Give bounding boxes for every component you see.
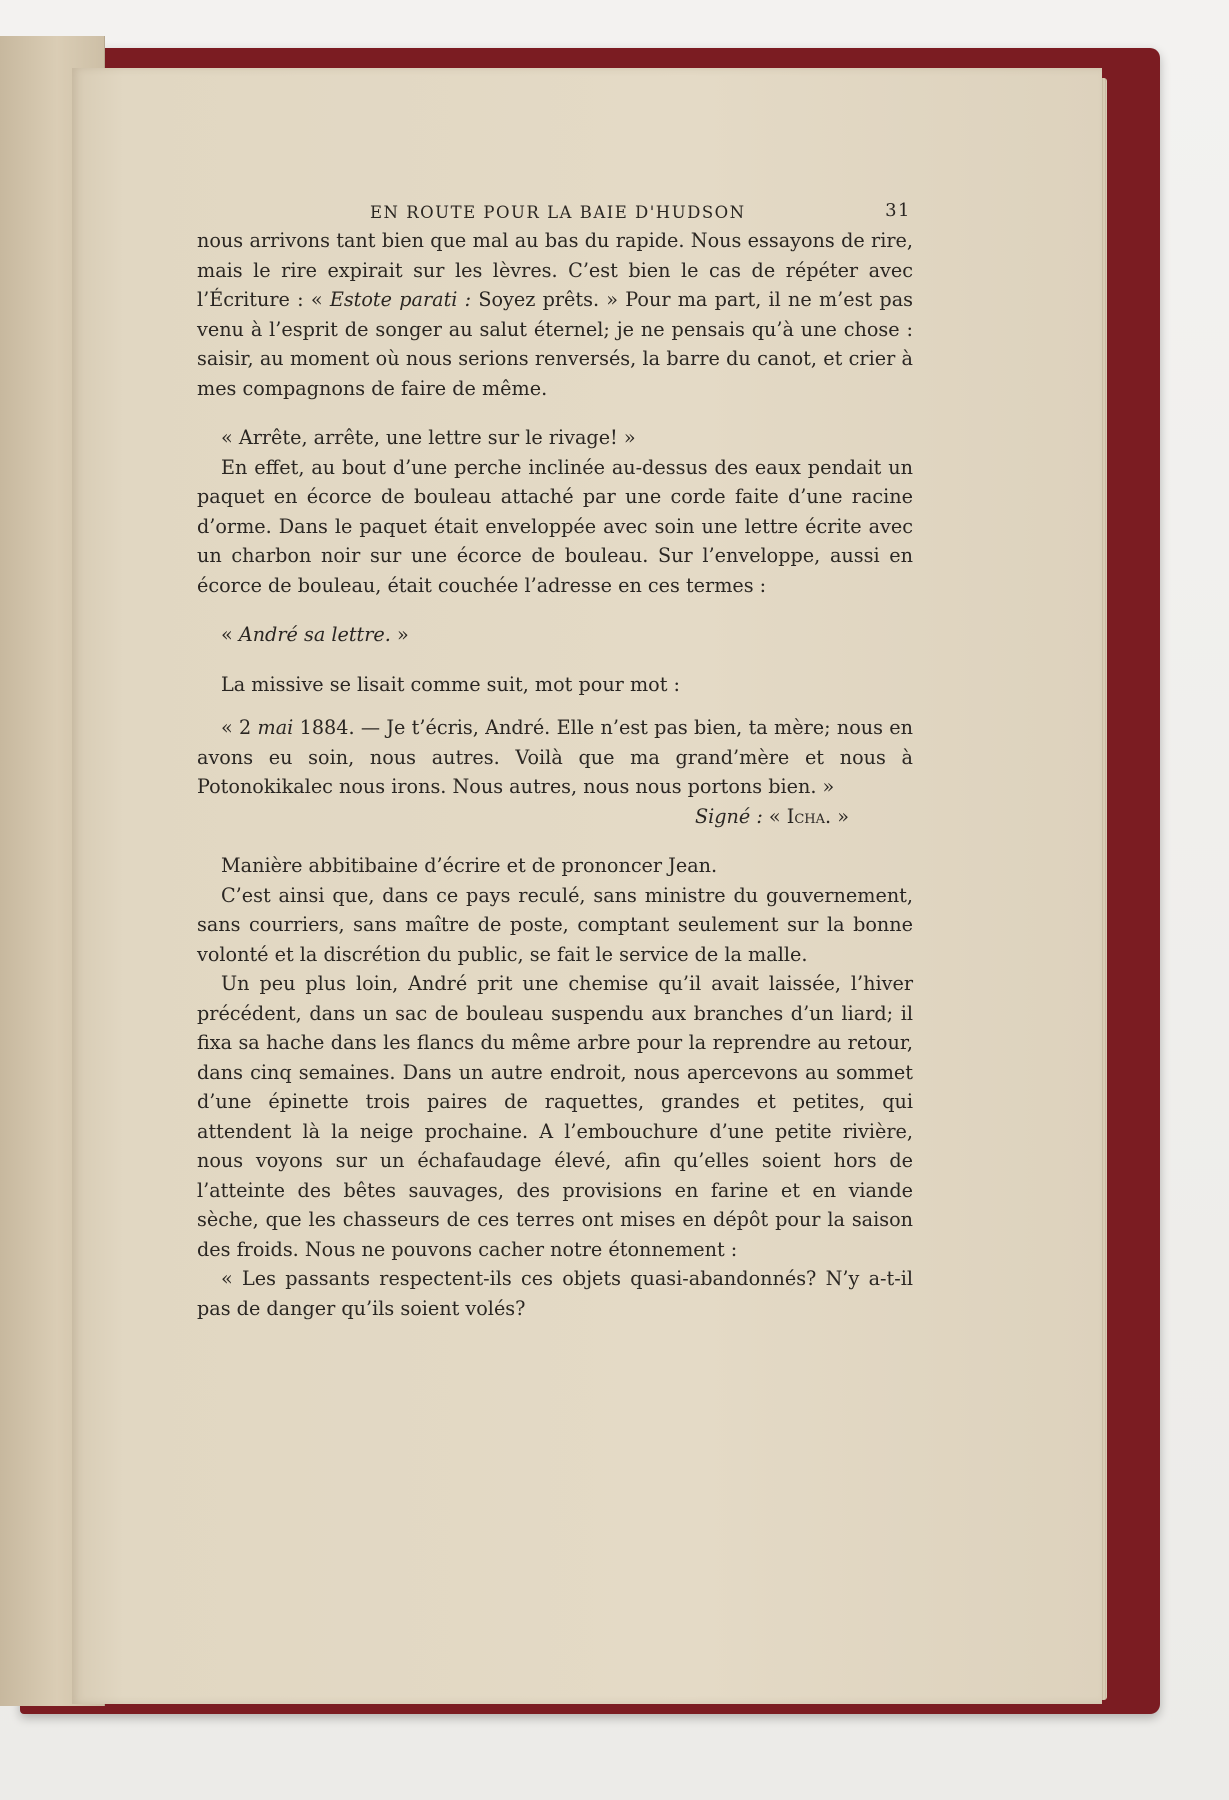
paragraph-paquet: En effet, au bout d’une perche inclinée au-dessus des eaux pendait un paquet en écorce de bouleau attaché par une corde faite d’une racine d’orme. Dans le paquet était enveloppée avec soin une lettre écrite avec un charbon noir sur une écorce de bouleau. Sur l’enveloppe, aussi en écorce de bouleau, était couchée l’adresse en ces termes : [197,455,913,597]
letter-text: « 2 mai 1884. — Je t’écris, André. Elle n’est pas bien, ta mère; nous en avons eu soin, nous autres. Voilà que ma grand’mère et nous à Potonokikalec nous irons. Nous autres, nous nous portons bien. » [197,716,913,798]
letter-address: « André sa lettre. » [221,623,409,646]
running-title: EN ROUTE POUR LA BAIE D'HUDSON [370,203,746,222]
latin-phrase: Estote parati : [329,288,472,311]
paragraph-andre: Un peu plus loin, André prit une chemise qu’il avait laissée, l’hiver précédent, dans un sac de bouleau suspendu aux branches d’un liard; il fixa sa hache dans les flancs du même arbre pour la reprendre au retour, dans cinq semaines. Dans un autre endroit, nous apercevons au sommet d’une épinette trois paires de raquettes, grandes et petites, qui attendent là la neige prochaine. A l’embouchure d’une petite rivière, nous voyons sur un échafaudage élevé, afin qu’elles soient hors de l’atteinte des bêtes sauvages, des provisions en farine et en viande sèche, que les chasseurs de ces terres ont mises en dépôt pour la saison des froids. Nous ne pouvons cacher notre étonnement : [197,972,913,1261]
paragraph-malle: C’est ainsi que, dans ce pays reculé, sans ministre du gouvernement, sans courriers, sans maître de poste, comptant seulement sur la bonne volonté et la discrétion du public, se fait le service de la malle. [197,883,913,966]
paragraph-passants: « Les passants respectent-ils ces objets quasi-abandonnés? N’y a-t-il pas de danger qu’ils soient volés? [197,1267,913,1320]
missive-intro: La missive se lisait comme suit, mot pour mot : [221,672,680,696]
paragraph-maniere: Manière abbitibaine d’écrire et de prononcer Jean. [221,854,718,877]
page-text [197,190,913,1323]
running-head [197,190,913,226]
page-number: 31 [885,200,911,221]
paragraph-rapide: nous arrivons tant bien que mal au bas du rapide. Nous essayons de rire, mais le rire expirait sur les lèvres. C’est bien le cas de répéter avec l’Écriture : « Estote parati : Soyez prêts. » Pour ma part, il ne m’est pas venu à l’esprit de songer au salut éternel; je ne pensais qu’à une chose : saisir, au moment où nous serions renversés, la barre du canot, et crier à mes compagnons de faire de même. [197,229,913,400]
signature: Signé : « Icha. » [694,804,849,828]
quote-arrete: « Arrête, arrête, une lettre sur le rivage! » [221,426,636,449]
